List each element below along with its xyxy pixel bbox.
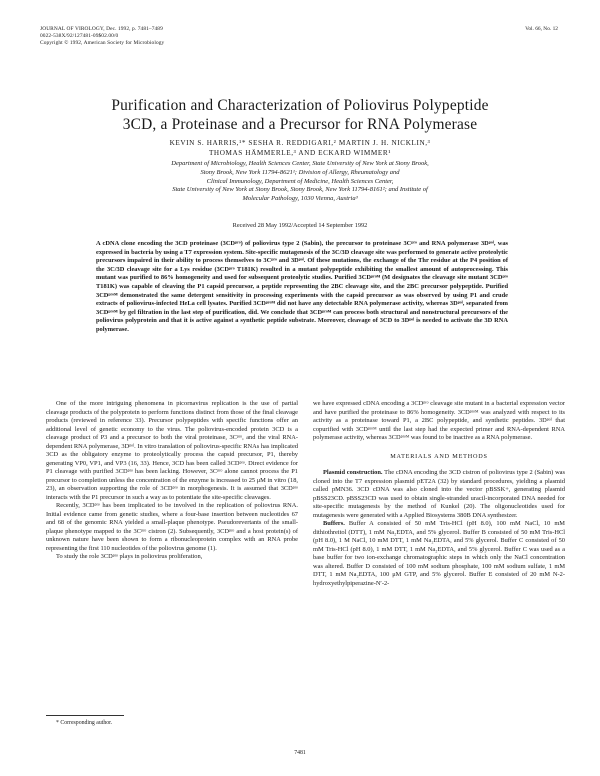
authors-line-1: KEVIN S. HARRIS,¹* SESHA R. REDDIGARI,² MARTIN J. H. NICKLIN,³: [169, 139, 431, 147]
journal-header: [40, 26, 164, 48]
page-number: 7481: [294, 750, 306, 756]
affiliation-line: Stony Brook, New York 11794-8621¹; Division of Allergy, Rheumatology and: [200, 168, 400, 176]
authors-line-2: THOMAS HÄMMERLE,³ AND ECKARD WIMMER¹: [208, 149, 392, 157]
footnote: * Corresponding author.: [56, 720, 113, 726]
paragraph-text: Buffer A consisted of 50 mM Tris-HCl (pH 8.0), 100 mM NaCl, 10 mM dithiothreitol (DTT), 1 mM Na₂EDTA, and 5% glycerol. Buffer B consisted of 50 mM Tris-HCl (pH 8.0), 1 M NaCl, 10 mM DTT, 1 mM Na₂EDTA, and 5% glycerol. Buffer C consisted of 50 mM Tris-HCl (pH 8.0), 1 mM DTT, 1 mM Na₂EDTA, and 5% glycerol. Buffer C was used as a base buffer for two ion-exchange chromatographic steps in which only the NaCl concentration was altered. Buffer D consisted of 100 mM sodium phosphate, 100 mM sodium sulfate, 1 mM DTT, 1 mM Na₂EDTA, 100 μM GTP, and 5% glycerol. Buffer E consisted of 20 mM N-2-hydroxyethylpiperazine-N′-2-: [313, 520, 565, 587]
received-dates: Received 28 May 1992/Accepted 14 September 1992: [232, 222, 368, 229]
plasmid-paragraph: [313, 469, 565, 520]
copyright-line: Copyright © 1992, American Society for Microbiology: [40, 40, 165, 47]
section-heading: MATERIALS AND METHODS: [390, 452, 488, 460]
affiliation-line: Clinical Immunology, Department of Medicine, Health Sciences Center,: [206, 177, 394, 185]
paragraph-text: The cDNA encoding the 3CD cistron of poliovirus type 2 (Sabin) was cloned into the T7 expression plasmid pET2A (32) by standard procedures, yielding a plasmid called pMN36. 3CD cDNA was also cloned into the vector pBSSK+, generating plasmid pBSS23CD. pBSS23CD was used to obtain single-stranded uracil-incorporated DNA needed for site-specific mutagenesis by the method of Kunkel (20). The oligonucleotides used for mutagenesis were generated with a Applied Biosystems 380B DNA synthesizer.: [313, 469, 566, 519]
affiliation-line: State University of New York at Stony Brook, Stony Brook, New York 11794-8161²; and Institute of: [172, 186, 428, 194]
affiliations: [60, 160, 540, 204]
affiliation-line: Department of Microbiology, Health Sciences Center, State University of New York at Stony Brook,: [171, 160, 429, 167]
body-paragraph: we have expressed cDNA encoding a 3CDᵖʳᵒ cleavage site mutant in a bacterial expression vector and have purified the proteinase to 86% homogeneity. 3CDᵖʳᵒᴹ was analyzed with respect to its activity as a proteinase toward P1, a 2BC polypeptide, and synthetic peptides. 3Dᵖᵒˡ that copurified with 3CDᵖʳᵒᴹ until the last step had the expected primer and RNA-dependent RNA polymerase activity, whereas 3CDᵖʳᵒᴹ was found to be inactive as a RNA polymerase.: [313, 400, 565, 441]
author-list: [60, 138, 540, 158]
body-column-left: [46, 400, 298, 562]
volume-label: Vol. 66, No. 12: [525, 26, 558, 32]
body-column-right: [313, 400, 565, 588]
affiliation-line: Molecular Pathology, 1030 Vienna, Austria³: [242, 195, 358, 203]
body-paragraph: Recently, 3CDᵖʳᵒ has been implicated to be involved in the replication of poliovirus RNA. Initial evidence came from genetic studies, where a four-base insertion between nucleotides 67 and 68 of the genomic RNA yielded a small-plaque phenotype. Pseudorevertants of the small-plaque phenotype mapped to the 3Cᵖʳᵒ cistron (2). Subsequently, 3CDᵖʳᵒ and a host protein(s) of unknown nature have been shown to form a ribonucleoprotein complex with an RNA probe representing the first 110 nucleotides of the poliovirus genome (1).: [46, 502, 298, 552]
issn-line: 0022-538X/92/127481-09$02.00/0: [40, 33, 119, 40]
abstract: A cDNA clone encoding the 3CD proteinase (3CDᵖʳᵒ) of poliovirus type 2 (Sabin), the precursor to proteinase 3Cᵖʳᵒ and RNA polymerase 3Dᵖᵒˡ, was expressed in bacteria by using a T7 expression system. Site-specific mutagenesis of the 3C/3D cleavage site was performed to generate active proteolytic precursors impaired in their ability to process themselves to 3Cᵖʳᵒ and 3Dᵖᵒˡ. Of these mutations, the exchange of the Thr residue at the P4 position of the 3C/3D cleavage site for a Lys residue (3CDᵖʳᵒ T181K) resulted in a mutant polypeptide exhibiting the smallest amount of autoprocessing. This mutant was purified to 86% homogeneity and used for subsequent proteolytic studies. Purified 3CDᵖʳᵒᴹ (M designates the cleavage site mutant 3CDᵖʳᵒ T181K) was capable of cleaving the P1 capsid precursor, a peptide representing the 2BC cleavage site, and the 2BC precursor polypeptide. Purified 3CDᵖʳᵒᴹ demonstrated the same detergent sensitivity in processing experiments with the capsid precursor as was observed by using P1 and crude extracts of poliovirus-infected HeLa cell lysates. Purified 3CDᵖʳᵒᴹ did not have any detectable RNA polymerase activity, whereas 3Dᵖᵒˡ, separated from 3CDᵖʳᵒᴹ by gel filtration in the last step of purification, did. We conclude that 3CDᵖʳᵒᴹ can process both structural and nonstructural precursors of the poliovirus polyprotein and that it is active against a synthetic peptide substrate. Moreover, cleavage of 3CD to 3Dᵖᵒˡ is needed to activate the 3D RNA polymerase.: [96, 240, 508, 333]
footnote-divider: [46, 715, 124, 716]
run-in-heading: Plasmid construction.: [323, 469, 383, 476]
run-in-heading: Buffers.: [323, 520, 345, 527]
buffers-paragraph: [313, 520, 565, 588]
article-title: [60, 96, 540, 134]
body-paragraph: One of the more intriguing phenomena in picornavirus replication is the use of partial cleavage products of the polyprotein to perform functions distinct from those of the final cleavage products (reviewed in reference 33). Precursor polypeptides with specific functions offer an additional level of genetic economy to the virus. The poliovirus-encoded protein 3CD is a cleavage product of P3 and a precursor to both the viral proteinase, 3Cᵖʳᵒ, and the viral RNA-dependent RNA polymerase, 3Dᵖᵒˡ. In vitro translation of poliovirus-specific RNAs has implicated 3CD as the obligatory enzyme to proteolytically process the capsid precursor, P1, thereby generating VP0, VP1, and VP3 (16, 33). Hence, 3CD has been called 3CDᵖʳᵒ. Direct evidence for P1 cleavage with purified 3CDᵖʳᵒ has been lacking. However, 3Cᵖʳᵒ alone cannot process the P1 precursor to completion unless the concentration of the enzyme is increased to 25 μM in vitro (18, 23), an observation supporting the role of 3CDᵖʳᵒ in morphogenesis. It is assumed that 3CDᵖʳᵒ interacts with the P1 precursor in such a way as to potentiate the site-specific cleavages.: [46, 400, 298, 501]
body-paragraph: To study the role 3CDᵖʳᵒ plays in poliovirus proliferation,: [56, 553, 203, 560]
journal-citation: JOURNAL OF VIROLOGY, Dec. 1992, p. 7481–7489: [40, 26, 163, 32]
title-line-1: Purification and Characterization of Poliovirus Polypeptide: [111, 97, 489, 114]
title-line-2: 3CD, a Proteinase and a Precursor for RNA Polymerase: [122, 116, 478, 133]
